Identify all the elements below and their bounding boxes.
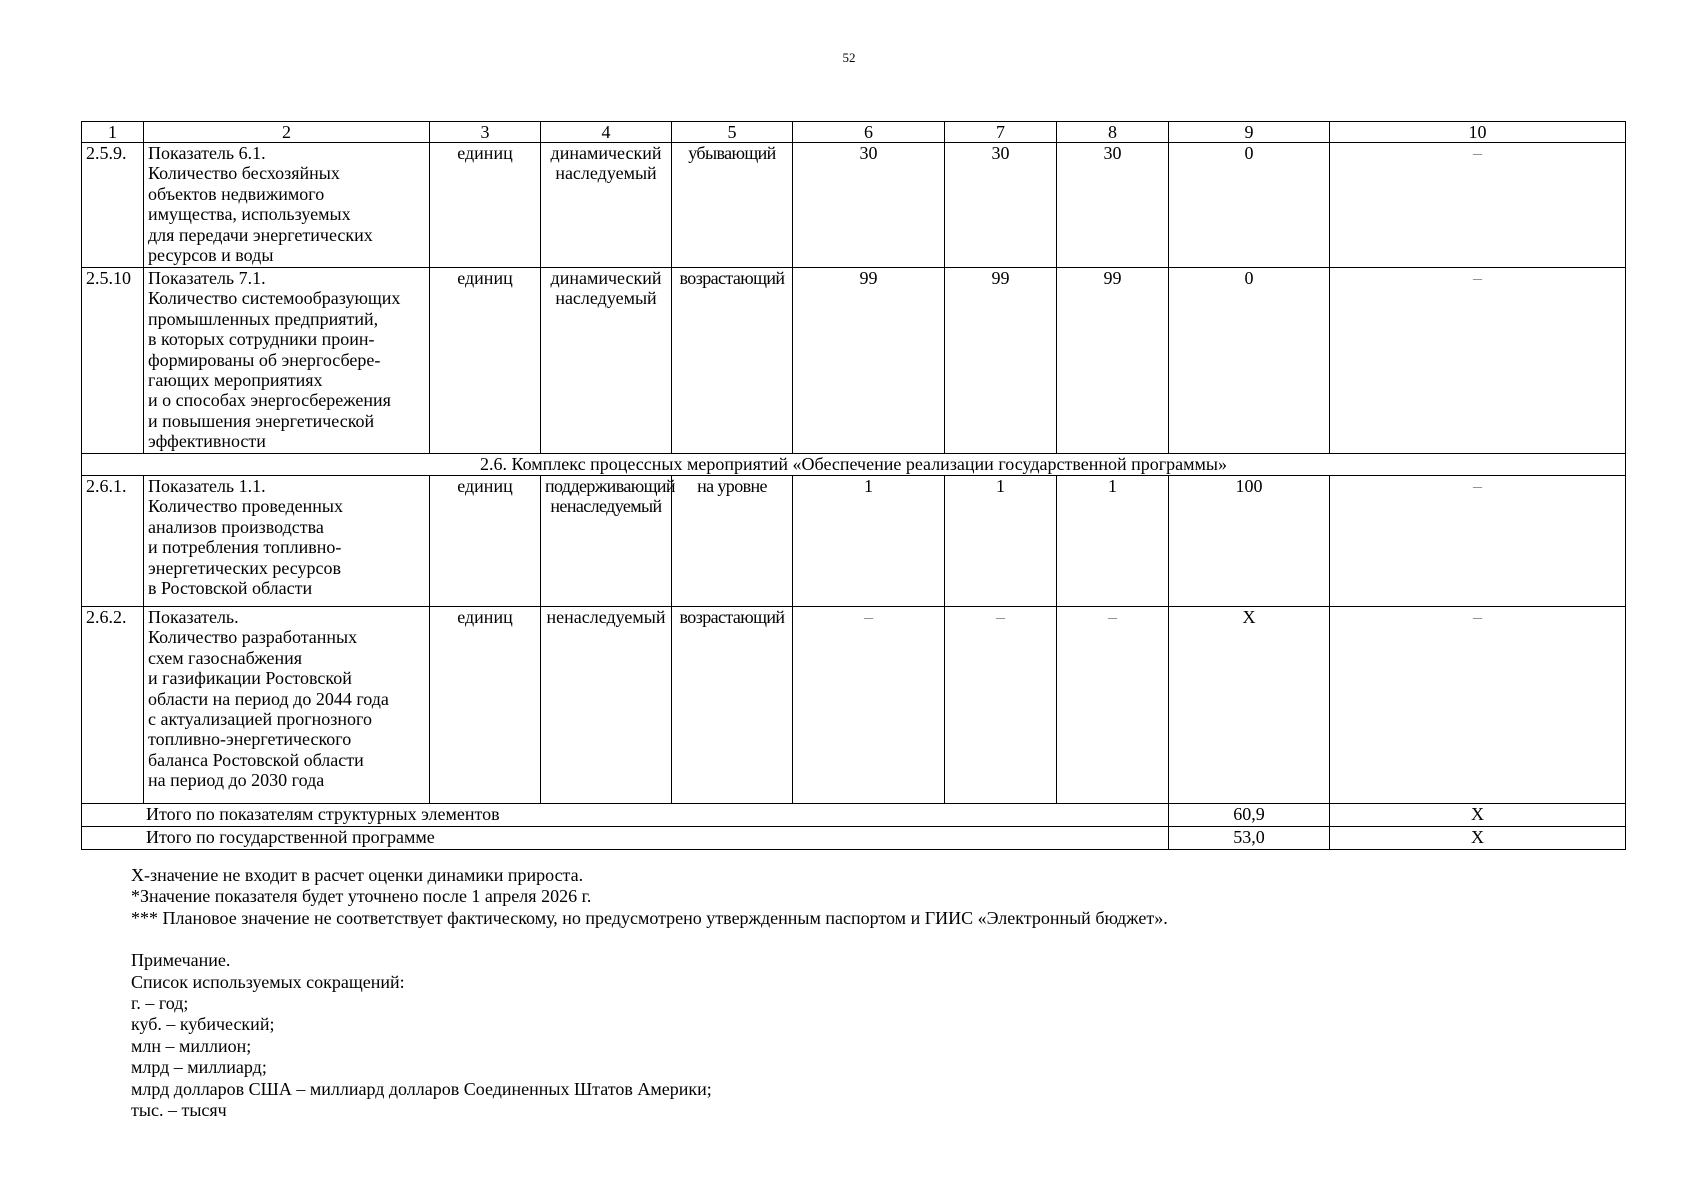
row-number: 2.5.9. [82,143,144,268]
table-row [82,143,1626,268]
value-cell: – [1330,607,1626,804]
footnote: *** Плановое значение не соответствует фактическому, но предусмотрено утвержденным паспортом и ГИИС «Электронный бюджет». [131,907,1168,928]
value-cell: 0 [1169,143,1330,268]
page-number: 52 [842,50,856,65]
row-number: 2.5.10 [82,268,144,454]
col-header-3: 3 [430,122,541,143]
indicator-type-cell: динамический наследуемый [541,268,672,454]
value-cell: 30 [793,143,945,268]
table-row [82,607,1626,804]
value-cell: 99 [945,268,1057,454]
total-value: 53,0 [1169,827,1330,850]
footnote: X-значение не входит в расчет оценки динамики прироста. [131,865,584,885]
indicator-type-cell: ненаследуемый [541,607,672,804]
value-cell: 99 [1057,268,1169,454]
indicator-name: Показатель 7.1. Количество системообразующих промышленных предприятий, в которых сотрудники проин- формированы об энергосбере- гающих мероприятиях и о способах энергосбережения и повышения энергетической эффективности [144,268,430,454]
total-mark: X [1330,804,1626,827]
remark-title: Примечание. [131,950,231,971]
total-label: Итого по государственной программе [82,827,1169,850]
col-header-8: 8 [1057,122,1169,143]
value-cell: 1 [945,476,1057,607]
abbreviations-title: Список используемых сокращений: [131,971,405,992]
value-cell: – [1330,268,1626,454]
abbreviation-item: млрд долларов США – миллиард долларов Соединенных Штатов Америки; [131,1078,712,1099]
value-cell: 1 [793,476,945,607]
trend-cell: возрастающий [672,607,793,804]
section-row [82,454,1626,476]
col-header-2: 2 [144,122,430,143]
total-row [82,804,1626,827]
header-row [82,122,1626,143]
abbreviation-item: млрд – миллиард; [131,1057,267,1078]
table-row [82,476,1626,607]
indicator-name: Показатель 1.1. Количество проведенных анализов производства и потребления топливно- энергетических ресурсов в Ростовской области [144,476,430,607]
col-header-4: 4 [541,122,672,143]
total-value: 60,9 [1169,804,1330,827]
abbreviation-item: куб. – кубический; [131,1014,275,1035]
value-cell: 0 [1169,268,1330,454]
indicators-table [81,121,1626,850]
spacer [131,929,1168,950]
indicator-name: Показатель. Количество разработанных схем газоснабжения и газификации Ростовской области на период до 2044 года с актуализацией прогнозного топливно-энергетического баланса Ростовской области на период до 2030 года [144,607,430,804]
table-row [82,268,1626,454]
col-header-5: 5 [672,122,793,143]
unit-cell: единиц [430,607,541,804]
value-cell: X [1169,607,1330,804]
total-label: Итого по показателям структурных элементов [82,804,1169,827]
value-cell: – [793,607,945,804]
indicator-type-cell: поддерживающий ненаследуемый [541,476,672,607]
indicator-type-cell: динамический наследуемый [541,143,672,268]
col-header-10: 10 [1330,122,1626,143]
abbreviation-item: г. – год; [131,993,189,1014]
col-header-7: 7 [945,122,1057,143]
row-number: 2.6.2. [82,607,144,804]
notes-block [131,865,1168,1121]
trend-cell: на уровне [672,476,793,607]
abbreviation-item: млн – миллион; [131,1035,252,1056]
value-cell: – [1057,607,1169,804]
unit-cell: единиц [430,476,541,607]
section-title: 2.6. Комплекс процессных мероприятий «Обеспечение реализации государственной программы» [82,454,1626,476]
footnote: *Значение показателя будет уточнено после 1 апреля 2026 г. [131,886,592,907]
total-row [82,827,1626,850]
row-number: 2.6.1. [82,476,144,607]
value-cell: 99 [793,268,945,454]
col-header-9: 9 [1169,122,1330,143]
abbreviation-item: тыс. – тысяч [131,1100,227,1121]
col-header-6: 6 [793,122,945,143]
unit-cell: единиц [430,143,541,268]
value-cell: 30 [1057,143,1169,268]
total-mark: X [1330,827,1626,850]
value-cell: 30 [945,143,1057,268]
indicator-name: Показатель 6.1. Количество бесхозяйных объектов недвижимого имущества, используемых для передачи энергетических ресурсов и воды [144,143,430,268]
value-cell: – [945,607,1057,804]
value-cell: – [1330,476,1626,607]
value-cell: – [1330,143,1626,268]
value-cell: 100 [1169,476,1330,607]
trend-cell: убывающий [672,143,793,268]
unit-cell: единиц [430,268,541,454]
value-cell: 1 [1057,476,1169,607]
trend-cell: возрастающий [672,268,793,454]
col-header-1: 1 [82,122,144,143]
